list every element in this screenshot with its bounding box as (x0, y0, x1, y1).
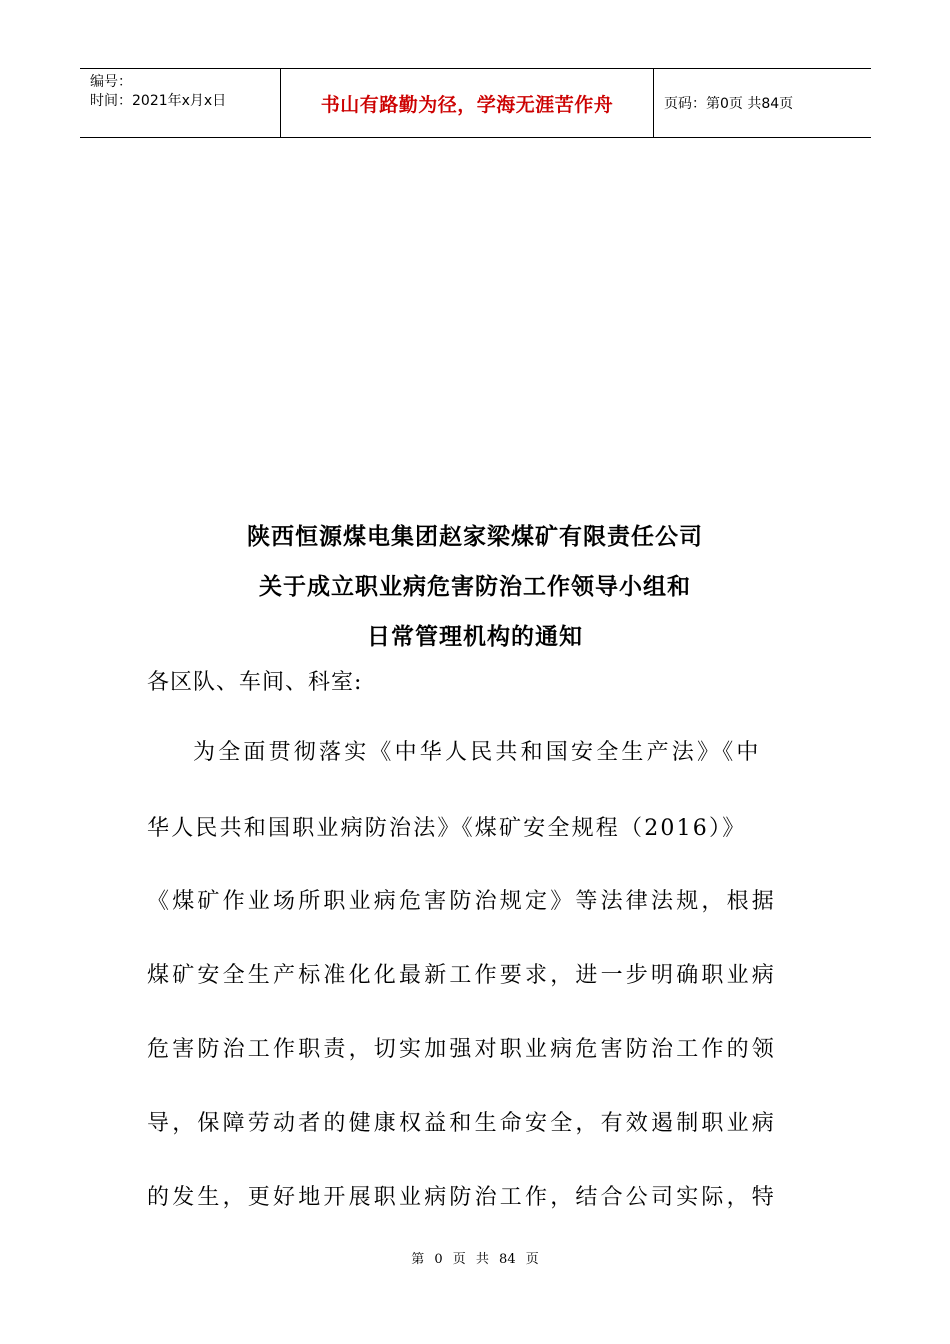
body-line-6: 导，保障劳动者的健康权益和生命安全，有效遏制职业病 (147, 1111, 778, 1136)
body-line-1: 为全面贯彻落实《中华人民共和国安全生产法》《中 (193, 740, 762, 765)
number-label: 编号： (90, 74, 132, 90)
time-label: 时间：2021年x月x日 (90, 93, 227, 109)
title-line-1: 陕西恒源煤电集团赵家梁煤矿有限责任公司 (247, 524, 703, 550)
body-line-2: 华人民共和国职业病防治法》《煤矿安全规程（2016）》 (147, 816, 747, 841)
body-line-3: 《煤矿作业场所职业病危害防治规定》等法律法规，根据 (147, 889, 778, 914)
footer-page-number: 第 0 页 共 84 页 (411, 1252, 539, 1267)
title-line-3: 日常管理机构的通知 (367, 624, 583, 650)
salutation: 各区队、车间、科室: (147, 670, 363, 695)
title-line-2: 关于成立职业病危害防治工作领导小组和 (259, 574, 691, 600)
header-table (80, 68, 871, 138)
body-line-7: 的发生，更好地开展职业病防治工作，结合公司实际，特 (147, 1185, 778, 1210)
header-motto: 书山有路勤为径，学海无涯苦作舟 (280, 69, 654, 137)
body-line-4: 煤矿安全生产标准化化最新工作要求，进一步明确职业病 (147, 963, 778, 988)
header-page-info: 页码：第0页 共84页 (664, 96, 794, 112)
body-line-5: 危害防治工作职责，切实加强对职业病危害防治工作的领 (147, 1037, 778, 1062)
header-meta (80, 69, 280, 137)
